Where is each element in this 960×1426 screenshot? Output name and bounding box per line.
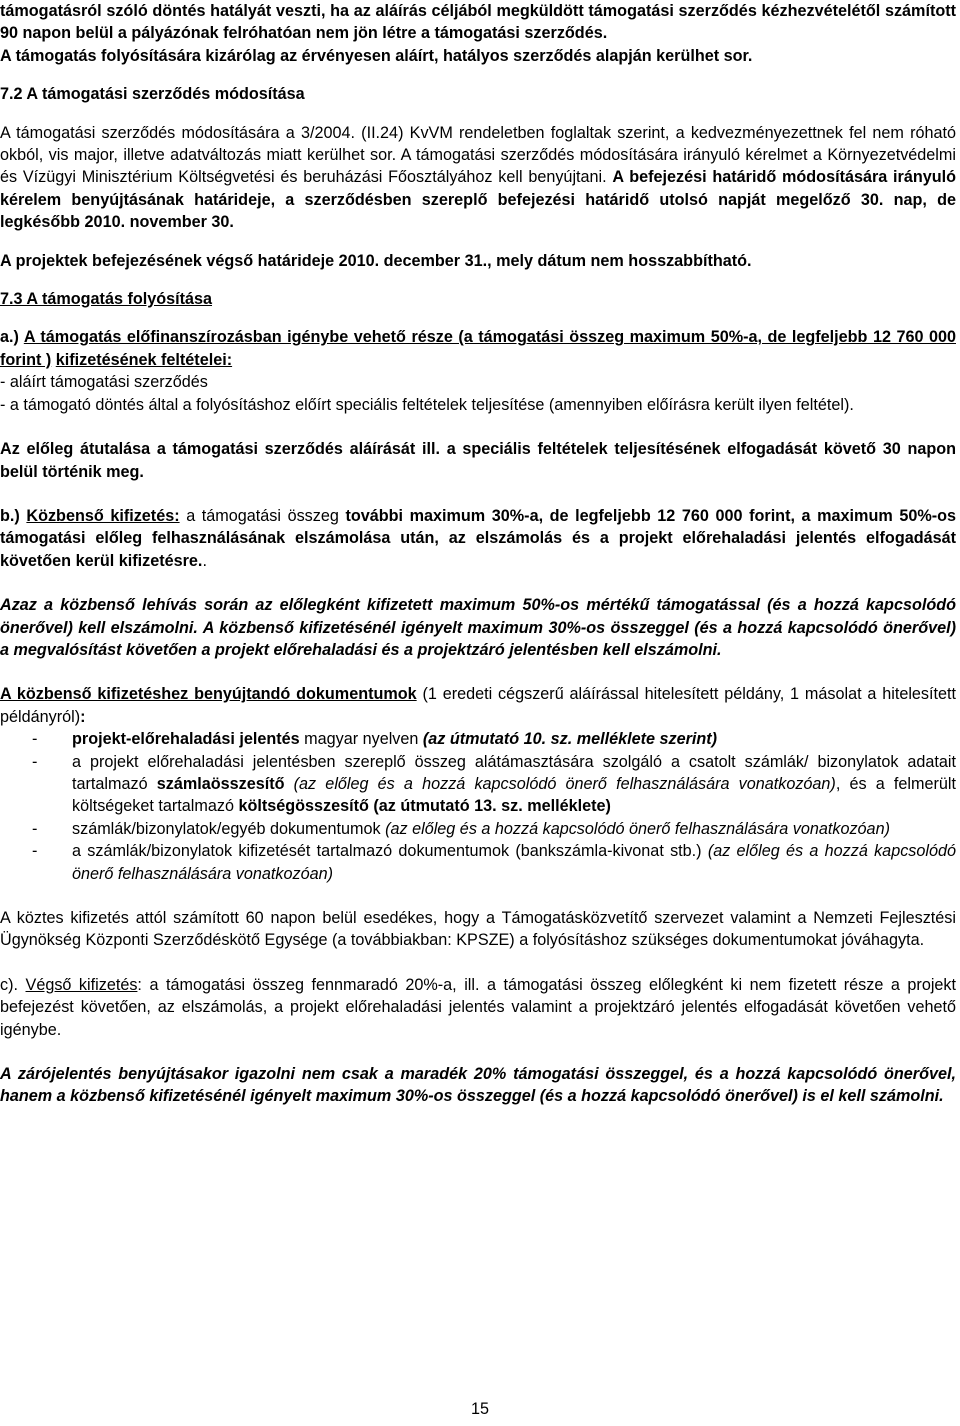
section-b-label: b.) — [0, 506, 20, 525]
section-a-item-1: - aláírt támogatási szerződés — [0, 373, 208, 392]
section-b-text-2: további maximum 30%-a, de legfeljebb 12 760 000 forint, a maximum 50%-os támogatási előleg felhasználásának elszámolása után, az elszámolás és a projekt előrehaladási jelentés elfogadását követően kerül kifizetésre. — [0, 506, 957, 570]
modification-deadline-text: A befejezési határidő módosítására irányuló kérelem benyújtásának határideje, a szerződésben szereplő befejezési határidő utolsó napját megelőző 30. nap, de legkésőbb 2010. november 30. — [0, 168, 956, 232]
list-item-text: (az előleg és a hozzá kapcsolódó önerő felhasználására vonatkozóan) — [385, 819, 890, 838]
list-dash: - — [32, 842, 38, 861]
section-b-text-3: . — [202, 551, 207, 570]
list-item-text: számlák/bizonylatok/egyéb dokumentumok — [72, 819, 386, 838]
list-dash: - — [32, 752, 38, 771]
paragraph-final-report: A zárójelentés benyújtásakor igazolni nem csak a maradék 20% támogatási összeggel, és a hozzá kapcsolódó önerővel, hanem a közbenső kifizetésénél igényelt maximum 30%-os összeggel (és a hozzá kapcsolódó önerővel) is el kell számolni. — [0, 1065, 956, 1106]
list-item-text: (az előleg és a hozzá kapcsolódó önerő felhasználására vonatkozóan) — [72, 842, 956, 883]
paragraph-interim-due: A köztes kifizetés attól számított 60 napon belül esedékes, hogy a Támogatásközvetítő szervezet valamint a Nemzeti Fejlesztési Ügynökség Központi Szerződéskötő Egysége (a továbbiakban: KPSZE) a folyósításhoz szükséges dokumentumokat jóváhagyta. — [0, 909, 956, 950]
list-item — [0, 818, 956, 840]
section-b-title: Közbenső kifizetés: — [26, 506, 180, 525]
section-c-label: c). — [0, 975, 18, 994]
paragraph-intro — [0, 0, 956, 67]
list-item-text: a projekt előrehaladási jelentésben szereplő összeg alátámasztására szolgáló a csatolt számlák/ bizonylatok adatait tartalmazó — [72, 752, 956, 793]
list-item — [0, 751, 956, 818]
section-a-title — [0, 326, 956, 371]
intro-sentence-1: támogatásról szóló döntés hatályát veszti, ha az aláírás céljából megküldött támogatási szerződés kézhezvételétől számított 90 napon belül a pályázónak felróhatóan nem jön létre a támogatási szerződés. — [0, 2, 956, 43]
modification-text: A támogatási szerződés módosítására a 3/2004. (II.24) KvVM rendeletben foglaltak szerint, a kedvezményezettnek fel nem róható okból, vis major, illetve adatváltozás miatt kerülhet sor. A támogatási szerződés módosítására irányuló kérelmet a Környezetvédelmi és Vízügyi Minisztérium Költségvetési és beruházási Főosztályához kell benyújtani. — [0, 123, 956, 187]
paragraph-interim-explanation: Azaz a közbenső lehívás során az előlegként kifizetett maximum 50%-os mértékű támogatással (és a hozzá kapcsolódó önerővel) kell elszámolni. A közbenső kifizetésénél igényelt maximum 30%-os összeggel (és a hozzá kapcsolódó önerővel) a megvalósítást követően a projekt előrehaladási és a projektzáró jelentésben kell elszámolni. — [0, 596, 956, 659]
section-c-title: Végső kifizetés — [25, 975, 138, 994]
paragraph-final-deadline: A projektek befejezésének végső határideje 2010. december 31., mely dátum nem hosszabbítható. — [0, 251, 752, 270]
section-a-item-2: - a támogató döntés által a folyósításhoz előírt speciális feltételek teljesítése (amennyiben előírásra került ilyen feltétel). — [0, 395, 854, 414]
heading-7-3: 7.3 A támogatás folyósítása — [0, 290, 213, 309]
section-a-title-text-2: kifizetésének feltételei: — [55, 350, 233, 369]
list-dash: - — [32, 730, 38, 749]
section-a-label: a.) — [0, 328, 19, 347]
paragraph-advance-transfer: Az előleg átutalása a támogatási szerződés aláírását ill. a speciális feltételek teljesítésének elfogadását követő 30 napon belül történik meg. — [0, 440, 956, 481]
interim-docs-colon: : — [80, 707, 86, 726]
list-item-text: , és a felmerült költségeket tartalmazó — [72, 774, 956, 816]
list-item-text: magyar nyelven — [299, 730, 423, 749]
interim-docs-intro — [0, 683, 956, 728]
list-item-text: (az útmutató 10. sz. melléklete szerint) — [422, 730, 718, 749]
list-item — [0, 840, 956, 885]
intro-sentence-2: A támogatás folyósítására kizárólag az érvényesen aláírt, hatályos szerződés alapján kerülhet sor. — [0, 46, 753, 65]
heading-7-2: 7.2 A támogatási szerződés módosítása — [0, 85, 305, 104]
section-b-text-1: a támogatási összeg — [179, 506, 346, 525]
section-c-text: : a támogatási összeg fennmaradó 20%-a, ill. a támogatási összeg előlegként ki nem fizetett része a projekt befejezést követően, az elszámolás, a projekt előrehaladási jelentés valamint a projektzáró jelentés elfogadását követően vehető igénybe. — [0, 975, 957, 1039]
interim-docs-list — [0, 728, 956, 885]
list-item-text: a számlák/bizonylatok kifizetését tartalmazó dokumentumok (bankszámla-kivonat stb.) — [72, 842, 708, 861]
paragraph-modification — [0, 122, 956, 234]
section-a-title-text: A támogatás előfinanszírozásban igénybe vehető része (a támogatási összeg maximum 50%-a, de legfeljebb 12 760 000 forint ) — [0, 328, 956, 369]
list-item-text: (az előleg és a hozzá kapcsolódó önerő felhasználására vonatkozóan) — [284, 774, 836, 793]
interim-docs-text: (1 eredeti cégszerű aláírással hitelesített példány, 1 másolat a hitelesített példányról) — [0, 685, 957, 726]
list-dash: - — [32, 819, 38, 838]
list-item-text: számlaösszesítő — [156, 774, 285, 793]
list-item — [0, 728, 956, 750]
interim-docs-title: A közbenső kifizetéshez benyújtandó dokumentumok — [0, 685, 417, 704]
section-b-paragraph — [0, 505, 956, 572]
section-c-paragraph — [0, 974, 956, 1041]
page-number: 15 — [470, 1400, 489, 1418]
list-item-text: projekt-előrehaladási jelentés — [72, 730, 300, 749]
list-item-text: költségösszesítő (az útmutató 13. sz. melléklete) — [238, 797, 611, 816]
